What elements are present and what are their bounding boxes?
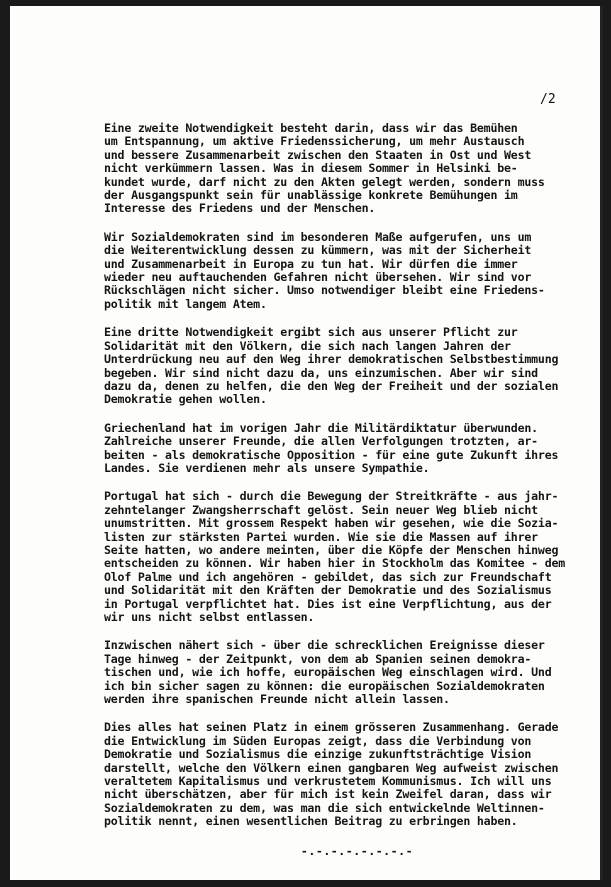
paragraph-7: Dies alles hat seinen Platz in einem grösseren Zusammenhang. Gerade die Entwicklung im Süden Europas zeigt, dass die Verbindung von Demokratie und Sozialismus die einzige zukunftsträchtige Vision darstellt, welche den Völkern einen gangbaren Weg aufweist zwischen veraltetem Kapitalismus und verkrustetem Kommunismus. Ich will uns nicht überschätzen, aber für mich ist kein Zweifel daran, dass wir Sozialdemokraten zu dem, was man die sich entwickelnde Weltinnen- politik nennt, einen wesentlichen Beitrag zu erbringen haben. bbox=[104, 720, 559, 829]
body-text bbox=[104, 122, 590, 858]
paragraph-2: Wir Sozialdemokraten sind im besonderen Maße aufgerufen, uns um die Weiterentwicklung dessen zu kümmern, was mit der Sicherheit und Zusammenarbeit in Europa zu tun hat. Wir dürfen die immer wieder neu auftauchenden Gefahren nicht übersehen. Wir sind vor Rückschlägen nicht sicher. Umso notwendiger bleibt eine Friedens- politik mit langem Atem. bbox=[104, 229, 545, 311]
closing-mark: -.-.-.-.-.-.-.- bbox=[300, 843, 414, 858]
paragraph-3: Eine dritte Notwendigkeit ergibt sich aus unserer Pflicht zur Solidarität mit den Völkern, die sich nach langen Jahren der Unterdrückung neu auf den Weg ihrer demokratischen Selbstbestimmung begeben. Wir sind nicht dazu da, uns einzumischen. Aber wir sind dazu da, denen zu helfen, die den Weg der Freiheit und der sozialen Demokratie gehen wollen. bbox=[104, 325, 559, 407]
paragraph-5: Portugal hat sich - durch die Bewegung der Streitkräfte - aus jahr- zehntelanger Zwangsherrschaft gelöst. Sein neuer Weg blieb nicht unumstritten. Mit grossem Respekt haben wir gesehen, wie die Sozia- listen zur stärksten Partei wurden. Wie sie die Massen auf ihrer Seite hatten, wo andere meinten, über die Köpfe der Menschen hinweg entscheiden zu können. Wir haben hier in Stockholm das Komitee - dem Olof Palme und ich angehören - gebildet, das sich zur Freundschaft und Solidarität mit den Kräften der Demokratie und des Sozialismus in Portugal verpflichtet hat. Dies ist eine Verpflichtung, aus der wir uns nicht selbst entlassen. bbox=[104, 489, 566, 624]
paragraph-4: Griechenland hat im vorigen Jahr die Militärdiktatur überwunden. Zahlreiche unserer Freunde, die allen Verfolgungen trotzten, ar- beiten - als demokratische Opposition - für eine gute Zukunft ihres Landes. Sie verdienen mehr als unsere Sympathie. bbox=[104, 420, 559, 475]
page-number: /2 bbox=[540, 92, 556, 107]
document-page bbox=[10, 6, 603, 880]
paragraph-1: Eine zweite Notwendigkeit besteht darin, dass wir das Bemühen um Entspannung, um aktive Friedenssicherung, um mehr Austausch und bessere Zusammenarbeit zwischen den Staaten in Ost und West nicht verkümmern lassen. Was in diesem Sommer in Helsinki be- kundet wurde, darf nicht zu den Akten gelegt werden, sondern muss der Ausgangspunkt sein für unablässige konkrete Bemühungen im Interesse des Friedens und der Menschen. bbox=[104, 121, 545, 216]
paragraph-6: Inzwischen nähert sich - über die schrecklichen Ereignisse dieser Tage hinweg - der Zeitpunkt, von dem ab Spanien seinen demokra- tischen und, wie ich hoffe, europäischen Weg einschlagen wird. Und ich bin sicher sagen zu können: die europäischen Sozialdemokraten werden ihre spanischen Freunde nicht allein lassen. bbox=[104, 638, 552, 707]
